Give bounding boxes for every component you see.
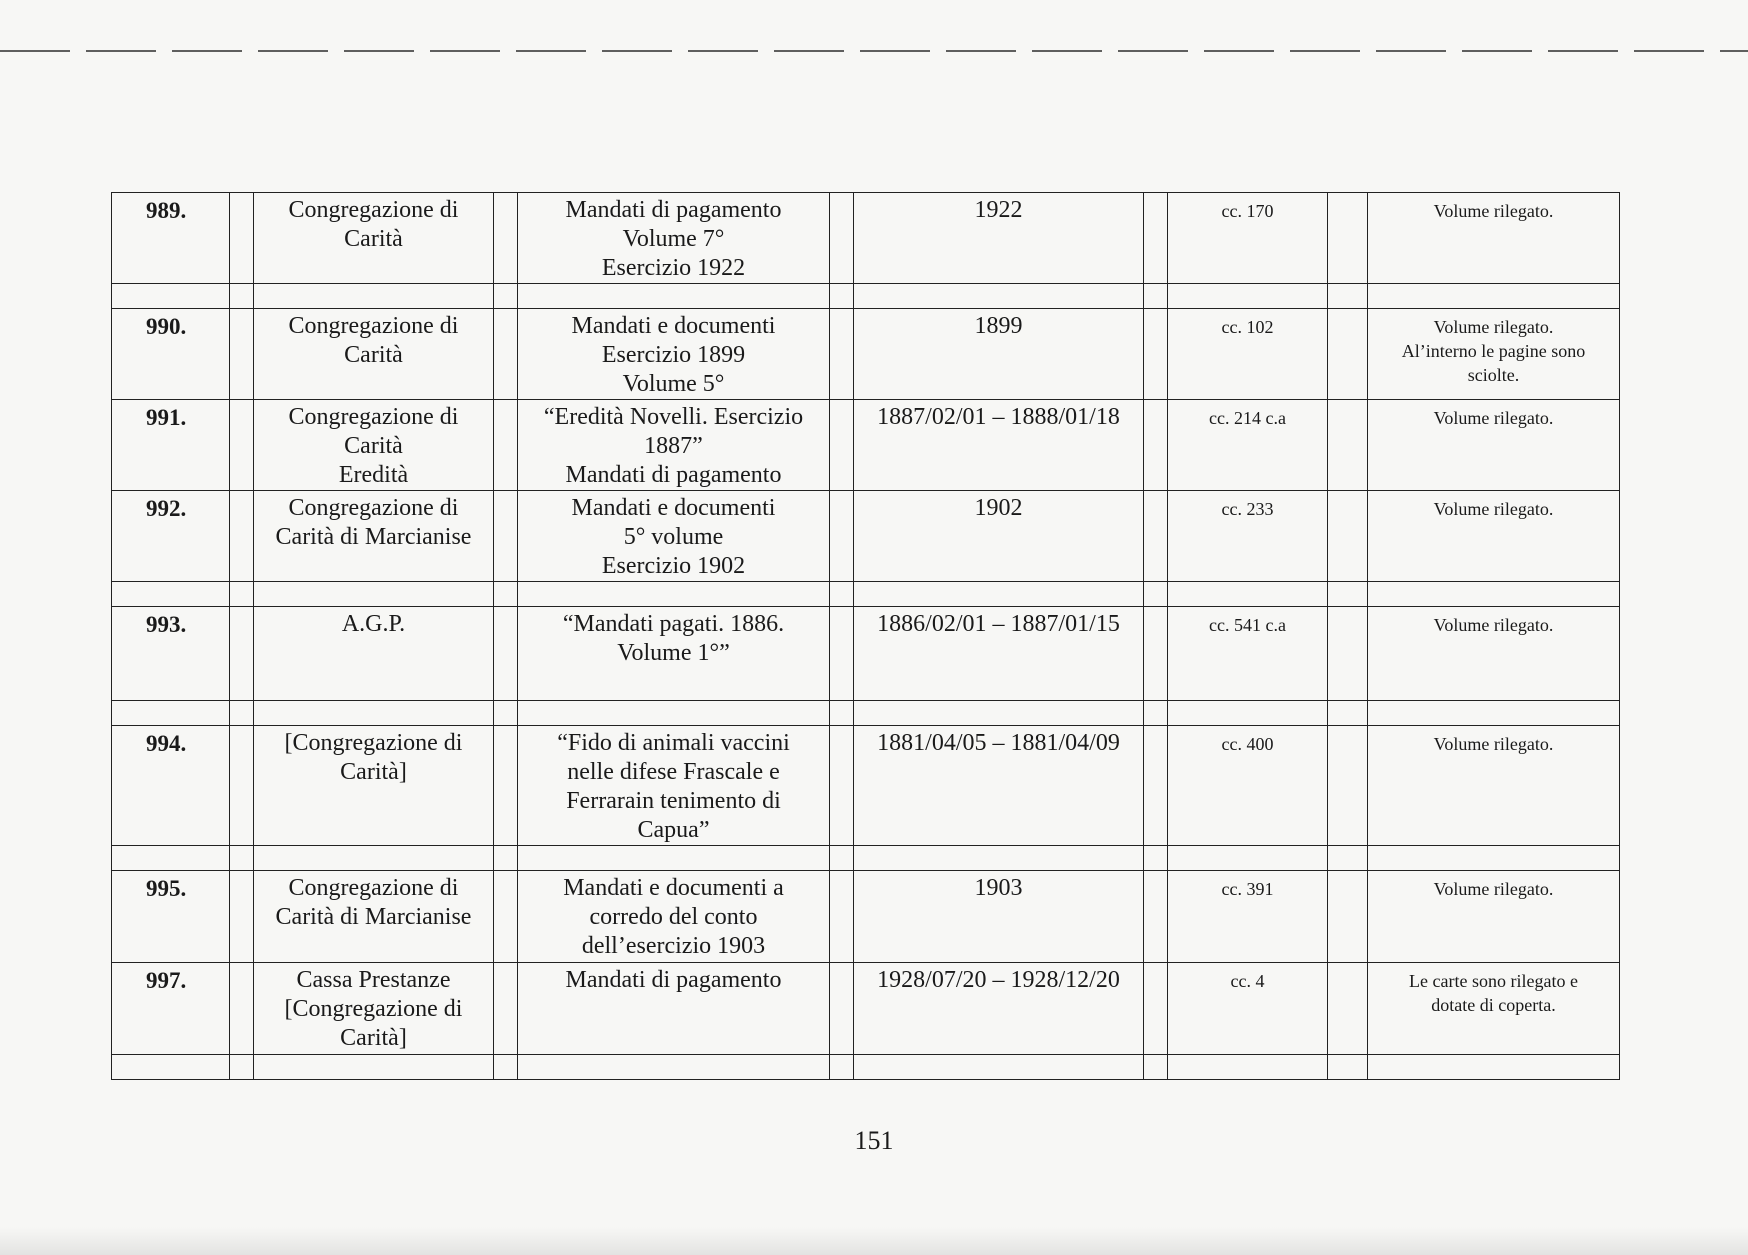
column-separator [1328, 963, 1368, 1055]
empty-cell [854, 1055, 1144, 1080]
date-cell: 1922 [854, 193, 1144, 284]
column-separator [1144, 871, 1168, 963]
entry-number: 994. [112, 726, 230, 846]
producer-cell: Cassa Prestanze [Congregazione di Carità] [254, 963, 494, 1055]
entry-number: 989. [112, 193, 230, 284]
column-separator [1144, 491, 1168, 582]
spacer-row [112, 701, 1620, 726]
date-cell: 1903 [854, 871, 1144, 963]
column-separator [1144, 400, 1168, 491]
column-separator [230, 309, 254, 400]
spacer-row [112, 284, 1620, 309]
table-row [112, 607, 1620, 701]
empty-cell [1328, 1055, 1368, 1080]
empty-cell [518, 701, 830, 726]
column-separator [1328, 607, 1368, 701]
empty-cell [830, 1055, 854, 1080]
empty-cell [830, 701, 854, 726]
empty-cell [854, 582, 1144, 607]
page-number: 151 [854, 1126, 894, 1155]
column-separator [1144, 607, 1168, 701]
empty-cell [1168, 846, 1328, 871]
extent-cell: cc. 391 [1168, 871, 1328, 963]
column-separator [830, 193, 854, 284]
empty-cell [1144, 846, 1168, 871]
date-cell: 1886/02/01 – 1887/01/15 [854, 607, 1144, 701]
title-cell: Mandati di pagamento [518, 963, 830, 1055]
column-separator [494, 726, 518, 846]
empty-cell [1328, 582, 1368, 607]
empty-cell [494, 1055, 518, 1080]
empty-cell [230, 846, 254, 871]
table-row [112, 193, 1620, 284]
producer-cell: Congregazione di Carità di Marcianise [254, 871, 494, 963]
empty-cell [230, 1055, 254, 1080]
column-separator [230, 491, 254, 582]
column-separator [830, 871, 854, 963]
empty-cell [112, 846, 230, 871]
date-cell: 1902 [854, 491, 1144, 582]
scan-dashed-border [0, 50, 1748, 52]
empty-cell [494, 284, 518, 309]
table-row [112, 871, 1620, 963]
column-separator [494, 871, 518, 963]
column-separator [830, 607, 854, 701]
entry-number: 995. [112, 871, 230, 963]
empty-cell [254, 701, 494, 726]
empty-cell [1168, 1055, 1328, 1080]
empty-cell [112, 284, 230, 309]
title-cell: Mandati e documenti 5° volume Esercizio 1902 [518, 491, 830, 582]
empty-cell [494, 846, 518, 871]
title-cell: “Mandati pagati. 1886. Volume 1°” [518, 607, 830, 701]
empty-cell [854, 284, 1144, 309]
extent-cell: cc. 102 [1168, 309, 1328, 400]
spacer-row [112, 846, 1620, 871]
column-separator [830, 400, 854, 491]
column-separator [1328, 491, 1368, 582]
empty-cell [518, 1055, 830, 1080]
empty-cell [1168, 701, 1328, 726]
table-row [112, 963, 1620, 1055]
empty-cell [254, 582, 494, 607]
empty-cell [1328, 846, 1368, 871]
date-cell: 1899 [854, 309, 1144, 400]
empty-cell [1368, 846, 1620, 871]
entry-number: 993. [112, 607, 230, 701]
notes-cell: Volume rilegato. [1368, 726, 1620, 846]
title-cell: “Fido di animali vaccini nelle difese Frascale e Ferrarain tenimento di Capua” [518, 726, 830, 846]
empty-cell [112, 1055, 230, 1080]
table-row [112, 491, 1620, 582]
producer-cell: A.G.P. [254, 607, 494, 701]
notes-cell: Volume rilegato. [1368, 400, 1620, 491]
empty-cell [1168, 284, 1328, 309]
title-cell: “Eredità Novelli. Esercizio 1887” Mandati di pagamento [518, 400, 830, 491]
empty-cell [254, 284, 494, 309]
title-cell: Mandati di pagamento Volume 7° Esercizio 1922 [518, 193, 830, 284]
inventory-table [111, 192, 1620, 1080]
empty-cell [518, 284, 830, 309]
empty-cell [1328, 701, 1368, 726]
column-separator [230, 963, 254, 1055]
empty-cell [254, 846, 494, 871]
empty-cell [830, 284, 854, 309]
spacer-row [112, 582, 1620, 607]
empty-cell [854, 846, 1144, 871]
empty-cell [830, 582, 854, 607]
empty-cell [112, 582, 230, 607]
extent-cell: cc. 214 c.a [1168, 400, 1328, 491]
extent-cell: cc. 233 [1168, 491, 1328, 582]
producer-cell: Congregazione di Carità [254, 193, 494, 284]
title-cell: Mandati e documenti Esercizio 1899 Volume 5° [518, 309, 830, 400]
column-separator [494, 309, 518, 400]
notes-cell: Volume rilegato. [1368, 871, 1620, 963]
empty-cell [1144, 701, 1168, 726]
producer-cell: Congregazione di Carità [254, 309, 494, 400]
empty-cell [494, 582, 518, 607]
extent-cell: cc. 4 [1168, 963, 1328, 1055]
date-cell: 1928/07/20 – 1928/12/20 [854, 963, 1144, 1055]
empty-cell [1168, 582, 1328, 607]
empty-cell [830, 846, 854, 871]
title-cell: Mandati e documenti a corredo del conto dell’esercizio 1903 [518, 871, 830, 963]
column-separator [494, 963, 518, 1055]
empty-cell [1368, 701, 1620, 726]
column-separator [830, 963, 854, 1055]
column-separator [230, 400, 254, 491]
column-separator [494, 491, 518, 582]
column-separator [230, 726, 254, 846]
column-separator [230, 607, 254, 701]
column-separator [830, 491, 854, 582]
date-cell: 1887/02/01 – 1888/01/18 [854, 400, 1144, 491]
entry-number: 991. [112, 400, 230, 491]
notes-cell: Le carte sono rilegato e dotate di coperta. [1368, 963, 1620, 1055]
empty-cell [1144, 284, 1168, 309]
notes-cell: Volume rilegato. Al’interno le pagine sono sciolte. [1368, 309, 1620, 400]
column-separator [494, 193, 518, 284]
entry-number: 992. [112, 491, 230, 582]
empty-cell [518, 582, 830, 607]
column-separator [830, 309, 854, 400]
empty-cell [854, 701, 1144, 726]
extent-cell: cc. 541 c.a [1168, 607, 1328, 701]
extent-cell: cc. 170 [1168, 193, 1328, 284]
empty-cell [518, 846, 830, 871]
notes-cell: Volume rilegato. [1368, 193, 1620, 284]
table-row [112, 726, 1620, 846]
column-separator [830, 726, 854, 846]
column-separator [1328, 309, 1368, 400]
empty-cell [230, 582, 254, 607]
column-separator [494, 400, 518, 491]
empty-cell [112, 701, 230, 726]
empty-cell [1368, 1055, 1620, 1080]
inventory-table-body [112, 193, 1620, 1080]
empty-cell [1144, 582, 1168, 607]
empty-cell [494, 701, 518, 726]
empty-cell [1368, 582, 1620, 607]
empty-cell [230, 701, 254, 726]
empty-cell [1368, 284, 1620, 309]
date-cell: 1881/04/05 – 1881/04/09 [854, 726, 1144, 846]
empty-cell [1328, 284, 1368, 309]
column-separator [230, 193, 254, 284]
column-separator [494, 607, 518, 701]
entry-number: 990. [112, 309, 230, 400]
column-separator [1328, 726, 1368, 846]
scan-shadow [0, 1227, 1748, 1255]
column-separator [1328, 400, 1368, 491]
producer-cell: Congregazione di Carità Eredità [254, 400, 494, 491]
table-row [112, 400, 1620, 491]
notes-cell: Volume rilegato. [1368, 491, 1620, 582]
notes-cell: Volume rilegato. [1368, 607, 1620, 701]
empty-cell [230, 284, 254, 309]
column-separator [1144, 193, 1168, 284]
column-separator [1328, 193, 1368, 284]
column-separator [1144, 726, 1168, 846]
table-row [112, 309, 1620, 400]
producer-cell: Congregazione di Carità di Marcianise [254, 491, 494, 582]
column-separator [1328, 871, 1368, 963]
empty-cell [254, 1055, 494, 1080]
empty-cell [1144, 1055, 1168, 1080]
column-separator [1144, 309, 1168, 400]
column-separator [1144, 963, 1168, 1055]
producer-cell: [Congregazione di Carità] [254, 726, 494, 846]
entry-number: 997. [112, 963, 230, 1055]
spacer-row [112, 1055, 1620, 1080]
column-separator [230, 871, 254, 963]
extent-cell: cc. 400 [1168, 726, 1328, 846]
